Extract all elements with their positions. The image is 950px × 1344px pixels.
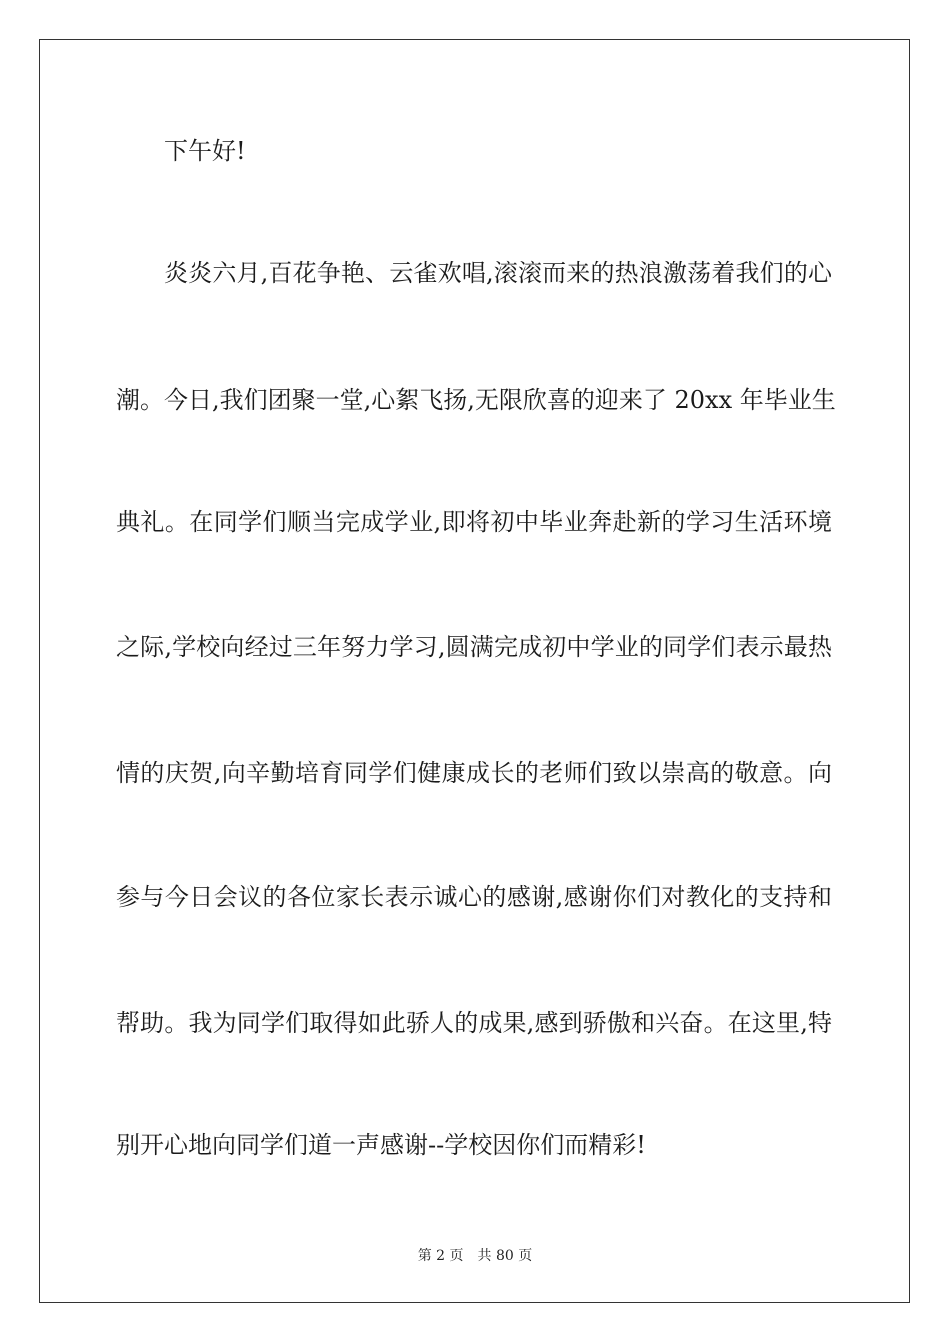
paragraph-line-3: 典礼。在同学们顺当完成学业,即将初中毕业奔赴新的学习生活环境 bbox=[116, 508, 832, 536]
page-number: 第 2 页 bbox=[417, 1248, 464, 1264]
paragraph-line-1: 炎炎六月,百花争艳、云雀欢唱,滚滚而来的热浪激荡着我们的心 bbox=[164, 259, 832, 287]
page-border bbox=[39, 39, 910, 1303]
paragraph-line-6: 参与今日会议的各位家长表示诚心的感谢,感谢你们对教化的支持和 bbox=[116, 883, 832, 911]
greeting-line: 下午好! bbox=[164, 137, 246, 165]
page-total: 共 80 页 bbox=[477, 1248, 533, 1264]
paragraph-line-5: 情的庆贺,向辛勤培育同学们健康成长的老师们致以崇高的敬意。向 bbox=[116, 759, 832, 787]
paragraph-line-2: 潮。今日,我们团聚一堂,心絮飞扬,无限欣喜的迎来了 20xx 年毕业生 bbox=[116, 386, 836, 414]
paragraph-line-8: 别开心地向同学们道一声感谢--学校因你们而精彩! bbox=[116, 1131, 646, 1159]
paragraph-line-7: 帮助。我为同学们取得如此骄人的成果,感到骄傲和兴奋。在这里,特 bbox=[116, 1009, 832, 1037]
page-footer bbox=[0, 1247, 950, 1265]
paragraph-line-4: 之际,学校向经过三年努力学习,圆满完成初中学业的同学们表示最热 bbox=[116, 633, 832, 661]
